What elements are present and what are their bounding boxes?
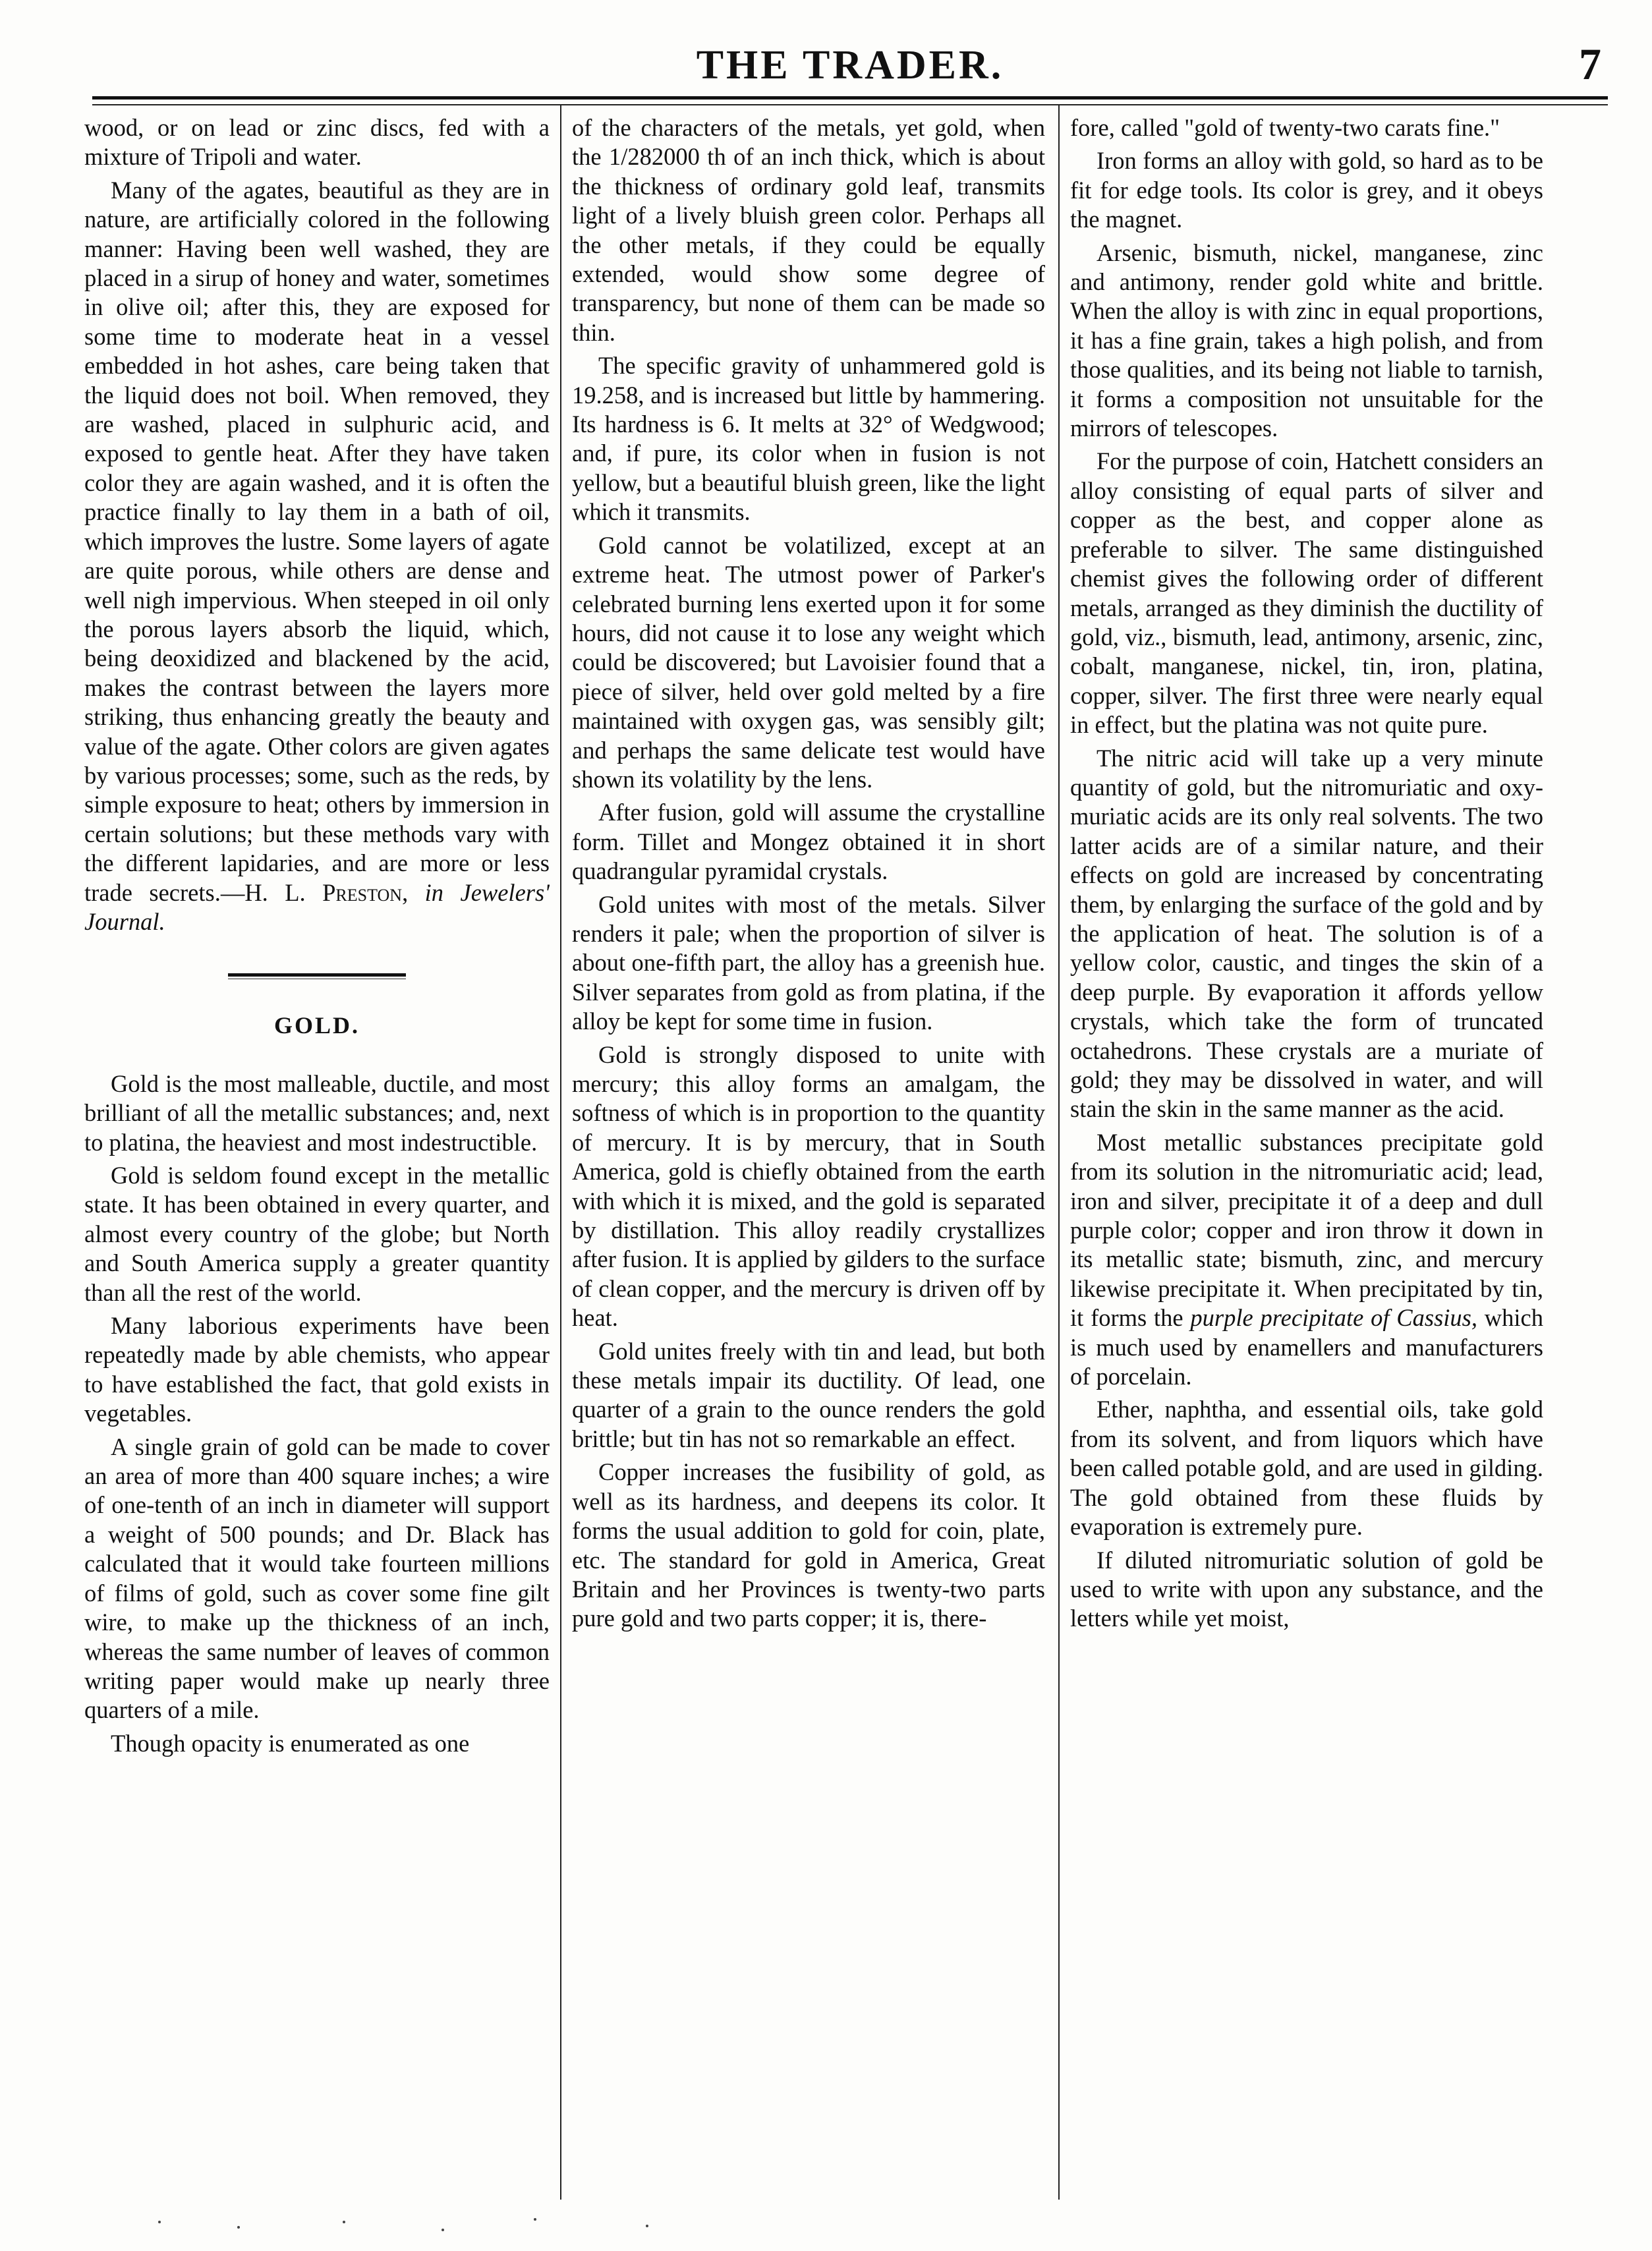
- paragraph-text: which is much used by enamellers and manufacturers of porcelain.: [1070, 1304, 1543, 1390]
- header-rule-thin: [92, 104, 1608, 105]
- paragraph: Gold is the most malleable, ductile, and most brilliant of all the metallic substances; and, next to platina, the heaviest and most indestructible.: [84, 1069, 550, 1156]
- paragraph: Gold unites with most of the metals. Silver renders it pale; when the proportion of silver is about one-fifth part, the alloy has a greenish hue. Silver separates from gold as from platina, if the alloy be kept for some time in fusion.: [572, 890, 1045, 1035]
- paragraph: A single grain of gold can be made to cover an area of more than 400 square inches; a wire of one-tenth of an inch in diameter will support a weight of 500 pounds; and Dr. Black has calculated that it would take fourteen millions of films of gold, such as cover some fine gilt wire, to make up the thickness of an inch, whereas the same number of leaves of common writing paper would make up nearly three quarters of a mile.: [84, 1433, 550, 1724]
- paragraph: The specific gravity of unhammered gold is 19.258, and is increased but little by hammering. Its hardness is 6. It melts at 32° of Wedgwood; and, if pure, its color when in fusion is not yellow, but a beautiful bluish green, like the light which it transmits.: [572, 352, 1045, 526]
- section-heading: GOLD.: [273, 1012, 360, 1039]
- paragraph: Copper increases the fusibility of gold, as well as its hardness, and deepens its color. It forms the usual addition to gold for coin, plate, etc. The standard for gold in America, Great Britain and her Provinces is twenty-two parts pure gold and two parts copper; it is, there-: [572, 1458, 1045, 1632]
- column-2: [572, 113, 1045, 2206]
- print-specks: [132, 2214, 725, 2240]
- italic-term: purple precipitate of Cassius,: [1190, 1304, 1477, 1332]
- paragraph: For the purpose of coin, Hatchett considers an alloy consisting of equal parts of silver and copper as the best, and copper alone as preferable to silver. The same distinguished chemist gives the following order of different metals, arranged as they diminish the ductility of gold, viz., bismuth, lead, antimony, arsenic, zinc, cobalt, manganese, nickel, tin, iron, platina, copper, silver. The first three were nearly equal in effect, but the platina was not quite pure.: [1070, 447, 1543, 739]
- paragraph-text: Many of the agates, beautiful as they are in nature, are artificially colored in the following manner: Having been well washed, they are placed in a sirup of honey and water, sometimes in olive oil; after this, they are exposed for some time to moderate heat in a vessel embedded in hot ashes, care being taken that the liquid does not boil. When removed, they are washed, placed in sulphuric acid, and exposed to gentle heat. After they have taken color they are again washed, and it is often the practice finally to lay them in a bath of oil, which improves the lustre. Some layers of agate are quite porous, while others are dense and well nigh impervious. When steeped in oil only the porous layers absorb the liquid, which, being deoxidized and blackened by the acid, makes the contrast between the layers more striking, thus enhancing greatly the beauty and value of the agate. Other colors are given agates by various processes; some, such as the reds, by simple exposure to heat; others by immersion in certain solutions; but these methods vary with the different lapidaries, and are more or less trade secrets.—: [84, 176, 550, 906]
- author-credit: H. L. Preston,: [244, 878, 409, 906]
- column-divider: [560, 105, 561, 2200]
- agate-paragraph: [84, 176, 550, 937]
- masthead: [92, 34, 1608, 100]
- paragraph: Gold unites freely with tin and lead, but both these metals impair its ductility. Of lead, one quarter of a grain to the ounce renders the gold brittle; but tin has not so remarkable an effect.: [572, 1337, 1045, 1452]
- page-number: 7: [1579, 39, 1601, 89]
- paragraph: Gold is strongly disposed to unite with mercury; this alloy forms an amalgam, the softness of which is in proportion to the quantity of mercury. It is by mercury, that in South America, gold is chiefly obtained from the earth with which it is mixed, and the gold is separated by distillation. This alloy readily crystallizes after fusion. It is applied by gilders to the surface of clean copper, and the mercury is driven off by heat.: [572, 1040, 1045, 1332]
- paragraph: Gold is seldom found except in the metallic state. It has been obtained in every quarter, and almost every country of the globe; but North and South America supply a greater quantity than all the rest of the world.: [84, 1162, 550, 1306]
- paragraph: After fusion, gold will assume the crystalline form. Tillet and Mongez obtained it in short quadrangular pyramidal crystals.: [572, 799, 1045, 885]
- paragraph: wood, or on lead or zinc discs, fed with a mixture of Tripoli and water.: [84, 114, 550, 171]
- publication-title: THE TRADER.: [696, 43, 1004, 88]
- paragraph: Many laborious experiments have been repeatedly made by able chemists, who appear to have established the fact, that gold exists in vegetables.: [84, 1312, 550, 1427]
- paragraph: Gold cannot be volatilized, except at an extreme heat. The utmost power of Parker's celebrated burning lens exerted upon it for some hours, did not cause it to lose any weight which could be discovered; but Lavoisier found that a piece of silver, held over gold melted by a fire maintained with oxygen gas, was sensibly gilt; and perhaps the same delicate test would have shown its volatility by the lens.: [572, 531, 1045, 793]
- column-3: [1070, 113, 1543, 2206]
- paragraph-text: Most metallic substances precipitate gold from its solution in the nitromuriatic acid; lead, iron and silver, precipitate it of a deep and dull purple color; copper and iron throw it down in its metallic state; bismuth, zinc, and mercury likewise precipitate it. When precipitated by tin, it forms the: [1070, 1128, 1543, 1332]
- column-divider: [1058, 105, 1060, 2200]
- paragraph: If diluted nitromuriatic solution of gold be used to write with upon any substance, and the letters while yet moist,: [1070, 1546, 1543, 1632]
- precipitate-paragraph: [1070, 1128, 1543, 1392]
- paragraph: Though opacity is enumerated as one: [111, 1729, 470, 1757]
- source-credit: in Jewelers' Journal.: [84, 878, 550, 935]
- section-divider: [228, 973, 406, 979]
- paragraph: Iron forms an alloy with gold, so hard as to be fit for edge tools. Its color is grey, and it obeys the magnet.: [1070, 147, 1543, 233]
- column-1: [84, 113, 550, 2206]
- paragraph: fore, called "gold of twenty-two carats fine.": [1070, 114, 1500, 141]
- header-rule: [92, 96, 1608, 100]
- paragraph: of the characters of the metals, yet gold, when the 1/282000 th of an inch thick, which is about the thickness of ordinary gold leaf, transmits light of a lively bluish green color. Perhaps all the other metals, if they could be equally extended, would show some degree of transparency, but none of them can be made so thin.: [572, 114, 1045, 346]
- paragraph: Ether, naphtha, and essential oils, take gold from its solvent, and from liquors which have been called potable gold, and are used in gilding. The gold obtained from these fluids by evaporation is extremely pure.: [1070, 1396, 1543, 1541]
- paragraph: Arsenic, bismuth, nickel, manganese, zinc and antimony, render gold white and brittle. When the alloy is with zinc in equal proportions, it has a fine grain, takes a high polish, and from those qualities, and its being not liable to tarnish, it forms a composition not unsuitable for the mirrors of telescopes.: [1070, 239, 1543, 442]
- paragraph: The nitric acid will take up a very minute quantity of gold, but the nitromuriatic and oxy-muriatic acids are its only real solvents. The two latter acids are of a similar nature, and their effects on gold are increased by concentrating them, by enlarging the surface of the gold and by the application of heat. The solution is of a yellow color, caustic, and tinges the skin of a deep purple. By evaporation it affords yellow crystals, which take the form of truncated octahedrons. These crystals are a muriate of gold; they may be dissolved in water, and will stain the skin in the same manner as the acid.: [1070, 744, 1543, 1123]
